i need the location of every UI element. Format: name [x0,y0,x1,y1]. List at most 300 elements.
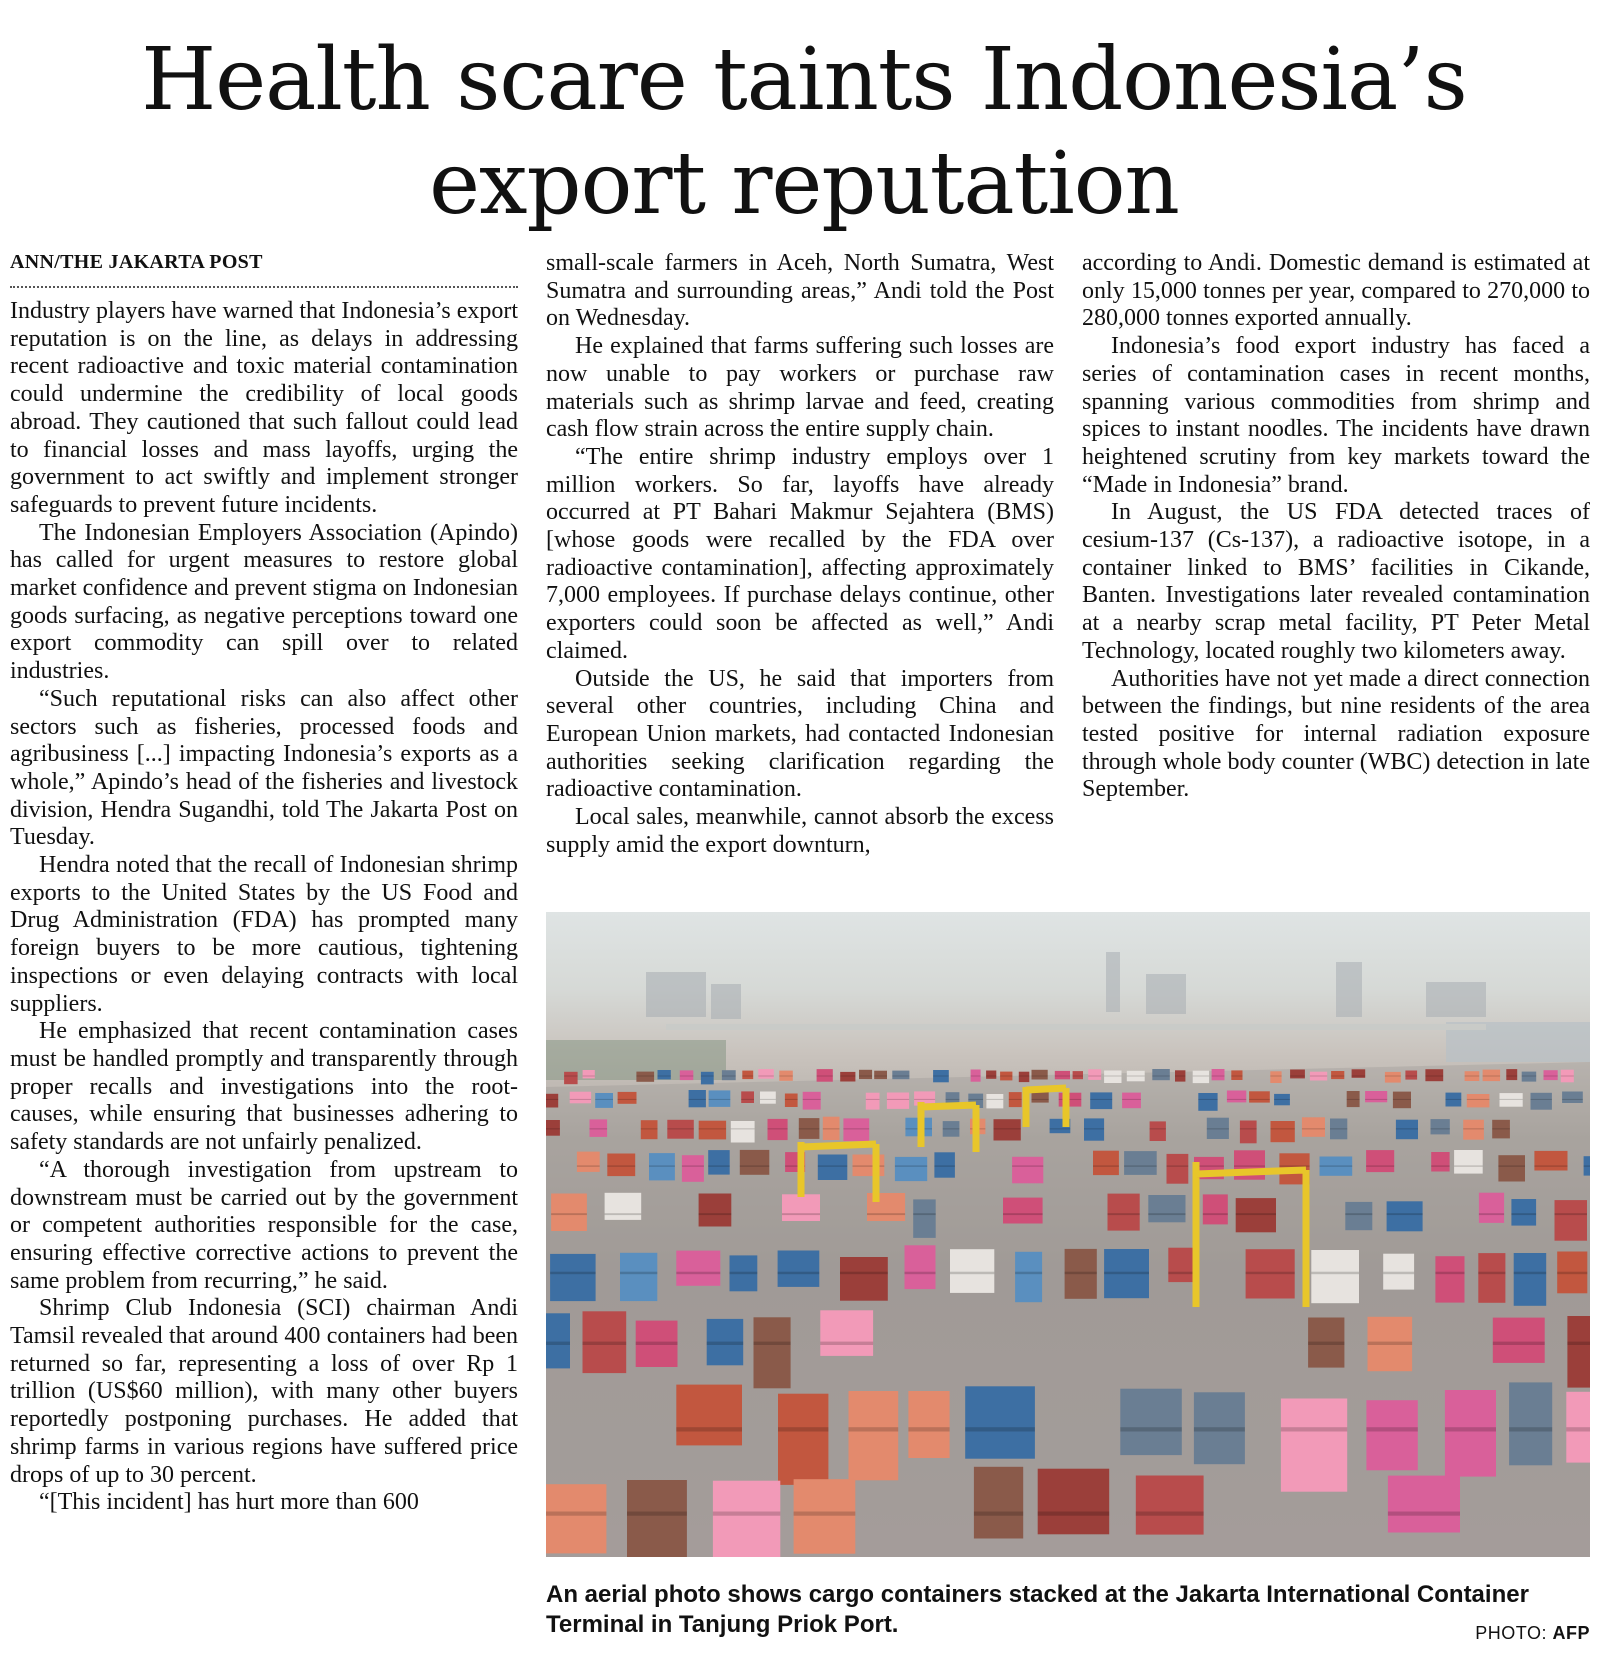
container-stack [778,1394,828,1485]
container-stack [1015,1252,1042,1302]
container-stack [605,1193,642,1220]
container-stack [1150,1121,1166,1141]
container-stripe [583,1076,595,1077]
container-port-photo [546,912,1590,1557]
container-stripe [1122,1099,1141,1100]
container-stack [636,1072,654,1082]
container-stripe [1431,1128,1450,1129]
container-stack [713,1481,780,1557]
container-stripe [1168,1272,1195,1275]
container-stack [1290,1070,1305,1079]
container-stack [1566,1392,1590,1463]
container-stripe [1274,1099,1290,1100]
container-stripe [1212,1076,1225,1077]
container-stripe [1320,1165,1353,1166]
container-stack [1104,1071,1121,1084]
container-stripe [1465,1076,1480,1077]
container-stripe [1175,1076,1185,1077]
container-stripe [867,1213,905,1215]
container-stack [843,1118,869,1141]
container-stripe [607,1165,635,1166]
container-stripe [1555,1213,1588,1215]
container-stack [1425,1069,1443,1081]
container-stripe [1012,1165,1043,1166]
container-stack [709,1090,731,1107]
container-stripe [1311,1272,1359,1275]
container-stack [1405,1071,1417,1080]
container-stripe [707,1342,744,1345]
container-stripe [818,1165,848,1166]
container-stripe [682,1165,704,1166]
container-stripe [1093,1165,1119,1166]
container-stripe [636,1076,654,1077]
container-stack [577,1152,600,1172]
container-stripe [1194,1427,1245,1431]
container-stack [627,1480,687,1557]
container-stack [699,1121,726,1140]
headline-line-2: export reputation [429,134,1179,234]
container-stack [1136,1476,1204,1535]
container-stripe [1330,1128,1347,1129]
container-stack [1055,1071,1070,1079]
container-stripe [1385,1076,1401,1077]
container-stripe [741,1099,754,1100]
container-stack [1124,1151,1157,1175]
container-stack [895,1157,927,1181]
article-paragraph: He emphasized that recent contamination cases must be handled promptly and transparently through proper recalls and investigations into the root-causes, while ensuring that businesses adhering to safety standards are not unfairly penalized. [10,1018,518,1156]
container-stripe [1566,1427,1590,1431]
container-stripe [778,1427,828,1431]
container-stripe [934,1165,955,1166]
container-stack [1302,1117,1325,1137]
container-stripe [1366,1165,1394,1166]
container-stack [1003,1198,1043,1224]
container-stripe [1234,1165,1265,1166]
container-stack [1345,1202,1372,1230]
container-stack [1012,1157,1043,1184]
container-stripe [1514,1272,1547,1275]
container-stripe [1479,1213,1504,1215]
container-stack [741,1091,754,1103]
container-stack [1514,1253,1547,1306]
container-stack [892,1071,909,1080]
article-paragraph: He explained that farms suffering such losses are now unable to pay workers or purchase raw materials such as shrimp larvae and feed, creating cash flow strain across the entire supply chain. [546,333,1054,443]
container-stripe [849,1427,899,1431]
byline: ANN/THE JAKARTA POST [10,250,518,288]
container-stack [641,1120,658,1139]
container-stripe [676,1272,720,1275]
container-stripe [778,1272,820,1275]
container-stack [620,1253,657,1301]
container-stripe [785,1099,798,1100]
container-stack [1498,1155,1525,1181]
container-stripe [1227,1099,1246,1100]
container-stripe [1249,1099,1270,1100]
container-stack [1454,1150,1483,1174]
container-stack [950,1249,994,1293]
container-stripe [546,1128,560,1129]
container-stripe [1127,1076,1145,1077]
container-stack [676,1251,720,1286]
container-stripe [794,1512,856,1516]
container-stripe [853,1165,885,1166]
container-stripe [779,1076,793,1077]
container-stripe [1365,1099,1387,1100]
container-stripe [1088,1076,1101,1077]
container-stripe [1310,1076,1327,1077]
container-stripe [1148,1213,1185,1215]
container-stripe [550,1272,596,1275]
container-stack [1431,1152,1449,1172]
container-stripe [1000,1076,1012,1077]
container-stripe [1038,1512,1110,1516]
container-stripe [1435,1272,1464,1275]
container-stack [1396,1120,1418,1140]
container-stack [785,1094,798,1108]
container-stack [607,1154,635,1177]
container-stack [1493,1318,1545,1363]
container-stripe [709,1099,731,1100]
container-stripe [722,1076,736,1077]
container-stack [768,1119,788,1140]
container-stack [1509,1382,1552,1465]
container-stripe [817,1076,833,1077]
container-stripe [1463,1128,1484,1129]
container-stack [1383,1254,1414,1290]
container-stack [818,1155,848,1181]
container-stack [1463,1120,1484,1140]
container-stripe [699,1213,732,1215]
container-stripe [1366,1427,1417,1431]
container-stripe [874,1076,887,1077]
container-stripe [754,1342,791,1345]
container-stack [754,1317,791,1388]
container-stripe [1090,1099,1112,1100]
container-stack [1212,1069,1225,1080]
container-stack [1387,1201,1423,1231]
container-stack [689,1090,706,1107]
container-stripe [676,1427,742,1431]
container-stripe [1240,1128,1257,1129]
container-stripe [731,1128,755,1129]
container-stripe [1308,1342,1344,1345]
article-column-3 [1082,250,1590,804]
container-stack [1093,1151,1119,1175]
container-stack [859,1070,872,1079]
container-stack [1198,1093,1217,1111]
container-stripe [1506,1076,1517,1077]
container-stack [1388,1476,1460,1533]
container-stripe [1290,1076,1305,1077]
container-stack [1506,1069,1517,1080]
container-stack [1435,1256,1464,1302]
container-stack [740,1150,770,1175]
container-stack [1122,1093,1141,1109]
container-stripe [1393,1099,1411,1100]
article-paragraph: “Such reputational risks can also affect other sectors such as fisheries, processed foods and agribusiness [...] impacting Indonesia’s exports as a whole,” Apindo’s head of the fisheries and livestock division, Hendra Sugandhi, told The Jakarta Post on Tuesday. [10,685,518,851]
container-stack [570,1092,591,1104]
container-stack [722,1070,736,1080]
container-stack [564,1072,578,1084]
container-stripe [820,1342,873,1345]
container-stack [1511,1199,1536,1226]
container-stack [1365,1091,1387,1102]
container-stripe [1483,1076,1501,1077]
container-stripe [840,1272,888,1275]
container-stripe [1104,1076,1121,1077]
article-paragraph: according to Andi. Domestic demand is estimated at only 15,000 tonnes per year, compared to 270,000 to 280,000 tonnes exported annually. [1082,250,1590,332]
container-stripe [551,1213,587,1215]
container-stripe [620,1272,657,1275]
container-stripe [840,1076,855,1077]
container-stripe [742,1076,753,1077]
container-stack [701,1072,714,1085]
article-column-2 [546,250,1054,859]
container-stripe [1368,1342,1413,1345]
container-stripe [1271,1128,1295,1129]
container-stripe [1405,1076,1417,1077]
container-stripe [649,1165,675,1166]
container-stack [1271,1121,1295,1142]
container-stripe [1124,1165,1157,1166]
container-stack [1088,1069,1101,1080]
container-stripe [895,1165,927,1166]
photo-credit [1475,1622,1590,1644]
container-stack [1366,1400,1417,1470]
container-stack [1168,1248,1195,1282]
photo-credit-source: AFP [1552,1623,1590,1643]
container-stack [913,1199,936,1238]
container-stack [618,1092,637,1104]
container-stripe [1396,1128,1418,1129]
container-stripe [1120,1427,1182,1431]
container-stripe [1498,1165,1525,1166]
container-stripe [618,1099,637,1100]
container-stack [1534,1151,1567,1171]
container-stack [1148,1195,1185,1222]
container-stripe [913,1213,936,1215]
container-stack [546,1094,558,1108]
container-stack [1431,1119,1450,1134]
container-stripe [1198,1099,1217,1100]
container-stack [840,1257,888,1301]
container-stripe [950,1272,994,1275]
container-stack [874,1071,887,1079]
container-stripe [843,1128,869,1129]
article-paragraph: “The entire shrimp industry employs over 1 million workers. So far, layoffs have already occurred at PT Bahari Makmur Sejahtera (BMS) [whose goods were recalled by the FDA over radioactive contamination], affecting approximately 7,000 employees. If purchase delays continue, other exporters could soon be affected as well,” Andi claimed. [546,443,1054,664]
container-stripe [546,1342,570,1345]
container-stripe [713,1512,780,1516]
article-paragraph: Authorities have not yet made a direct connection between the findings, but nine residents of the area tested positive for internal radiation exposure through whole body counter (WBC) detection in late September. [1082,665,1590,803]
container-stack [1227,1091,1246,1103]
container-stack [1331,1071,1344,1079]
container-stack [986,1094,1003,1108]
container-stack [866,1093,880,1110]
container-stripe [1345,1213,1372,1215]
headline-line-1: Health scare taints Indonesia’s [141,30,1467,130]
container-stripe [768,1128,788,1129]
container-stack [1270,1071,1281,1083]
container-stack [1038,1469,1110,1535]
container-stripe [986,1099,1003,1100]
container-stripe [730,1272,758,1275]
container-stripe [1567,1342,1590,1345]
container-stripe [701,1076,714,1077]
container-stripe [986,1076,996,1077]
container-stack [1479,1193,1504,1223]
container-stack [817,1069,833,1082]
container-stripe [1055,1076,1070,1077]
container-stripe [1383,1272,1414,1275]
container-stack [680,1070,694,1080]
container-stripe [887,1099,909,1100]
container-stack [1281,1399,1347,1492]
container-stack [1193,1071,1209,1083]
container-stripe [1152,1076,1170,1077]
container-stack [1478,1253,1505,1303]
container-stripe [1388,1512,1460,1516]
container-stripe [1231,1076,1242,1077]
container-stack [1108,1194,1140,1231]
container-stack [853,1155,885,1177]
container-stripe [758,1076,774,1077]
container-stripe [1236,1213,1276,1215]
container-stack [1167,1154,1189,1184]
container-stack [1467,1094,1490,1107]
container-stripe [1059,1099,1082,1100]
container-stripe [1104,1272,1149,1275]
article-paragraph: Hendra noted that the recall of Indonesian shrimp exports to the United States by the US Food and Drug Administration (FDA) has prompted many foreign buyers to be more cautious, tightening inspections or even delaying contracts with local suppliers. [10,852,518,1017]
container-stripe [1478,1272,1505,1275]
container-stripe [1557,1272,1587,1275]
container-stack [1562,1092,1583,1104]
container-stripe [1073,1076,1083,1077]
article-paragraph: Industry players have warned that Indonesia’s export reputation is on the line, as delays in addressing recent radioactive and toxic material contamination could undermine the credibility of local goods abroad. They cautioned that such fallout could lead to financial losses and mass layoffs, urging the government to act swiftly and implement stronger safeguards to prevent future incidents. [10,298,518,518]
container-stack [1366,1150,1394,1172]
container-stripe [1015,1272,1042,1275]
article-paragraph: Local sales, meanwhile, cannot absorb the excess supply amid the export downturn, [546,804,1054,858]
container-stack [820,1310,873,1356]
container-stack [1073,1071,1083,1079]
container-stripe [1331,1076,1344,1077]
container-stripe [1347,1099,1360,1100]
container-stripe [1500,1099,1523,1100]
container-stripe [583,1342,627,1345]
container-stripe [994,1128,1021,1129]
container-stack [1311,1250,1359,1303]
container-stack [546,1120,560,1136]
container-stripe [627,1512,687,1516]
container-stack [1385,1072,1401,1083]
photo-caption: An aerial photo shows cargo containers stacked at the Jakarta International Container Terminal in Tanjung Priok Port. [546,1581,1529,1638]
article-paragraph: Indonesia’s food export industry has faced a series of contamination cases in recent months, spanning various commodities from shrimp and spices to instant noodles. The incidents have drawn heightened scrutiny from key markets toward the “Made in Indonesia” brand. [1082,333,1590,498]
container-stripe [965,1427,1035,1431]
container-stack [682,1155,704,1182]
container-stack [1445,1390,1496,1477]
container-stack [905,1245,936,1289]
container-stack [551,1194,587,1232]
article-paragraph: “[This incident] has hurt more than 600 [39,1489,419,1516]
container-stripe [1270,1076,1281,1077]
container-stripe [1562,1099,1583,1100]
container-stripe [1084,1128,1104,1129]
container-stack [794,1479,856,1554]
container-stack [1152,1069,1170,1080]
container-stripe [1584,1165,1590,1166]
container-stripe [1544,1076,1558,1077]
container-stack [546,1313,570,1368]
article-paragraph: The Indonesian Employers Association (Apindo) has called for urgent measures to restore global market confidence and prevent stigma on Indonesian goods surfacing, as negative perceptions toward one export commodity can spill over to related industries. [10,519,518,685]
container-stack [550,1254,596,1301]
container-stripe [1193,1076,1209,1077]
container-stripe [1150,1128,1166,1129]
container-stack [1544,1070,1558,1080]
container-stripe [1493,1342,1545,1345]
article-paragraph: “A thorough investigation from upstream to downstream must be carried out by the government or competent authorities responsible for the case, ensuring effective corrective actions to prevent the same problem from recurring,” he said. [10,1156,518,1294]
container-stack [1084,1118,1104,1140]
container-stripe [1425,1076,1443,1077]
container-stack [595,1093,613,1108]
container-stripe [1511,1213,1536,1215]
container-stripe [641,1128,658,1129]
container-stripe [892,1076,909,1077]
article-column-1 [10,250,518,1517]
container-stack [1120,1389,1182,1455]
container-stripe [908,1427,949,1431]
container-stripe [1454,1165,1483,1166]
container-stack [1032,1070,1048,1080]
container-stack [1240,1121,1257,1144]
container-stripe [1003,1213,1043,1215]
container-stripe [859,1076,872,1077]
container-stripe [577,1165,600,1166]
container-stack [758,1069,774,1079]
container-stack [546,1484,606,1553]
container-stripe [1509,1427,1552,1431]
container-stripe [689,1099,706,1100]
container-stripe [1050,1128,1071,1129]
container-stripe [699,1128,726,1129]
container-stripe [1009,1099,1022,1100]
container-stripe [667,1128,694,1129]
container-stack [887,1093,909,1109]
container-stack [590,1119,608,1137]
container-stack [1522,1072,1537,1082]
container-stack [1090,1092,1112,1109]
container-stripe [1467,1099,1490,1100]
container-stack [1555,1200,1588,1241]
container-stripe [799,1128,820,1129]
container-stack [658,1070,671,1079]
container-stack [1231,1070,1242,1080]
container-stack [708,1150,730,1175]
container-stack [1531,1093,1552,1110]
container-stack [1567,1316,1590,1388]
container-stripe [943,1128,960,1129]
container-stripe [968,1099,983,1100]
container-stripe [782,1213,820,1215]
container-stripe [590,1128,608,1129]
container-stripe [1281,1427,1347,1431]
article-paragraph: Outside the US, he said that importers from several other countries, including China and European Union markets, had contacted Indonesian authorities seeking clarification regarding the radioactive contamination. [546,665,1054,803]
container-stack [965,1386,1035,1458]
photo-credit-label: PHOTO: [1475,1623,1547,1643]
container-stack [803,1092,821,1110]
container-stripe [546,1512,606,1516]
container-stripe [636,1342,678,1345]
container-stripe [564,1076,578,1077]
container-stripe [1207,1128,1229,1129]
